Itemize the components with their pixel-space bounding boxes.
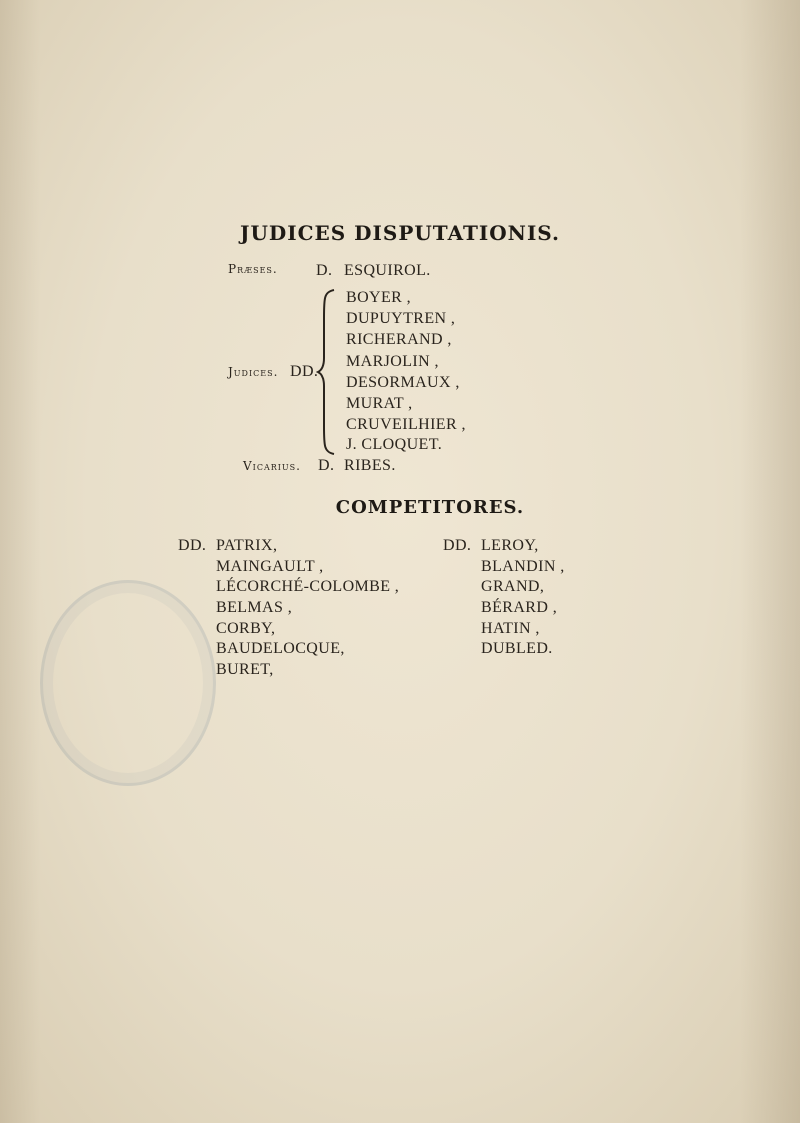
competitor-name: BAUDELOCQUE, [216, 640, 345, 657]
bleed-through-stamp [40, 580, 216, 786]
judices-role: Judices. [228, 365, 279, 379]
competitor-name: BLANDIN , [481, 558, 565, 575]
heading-competitores: COMPETITORES. [335, 497, 525, 518]
page-edge-left [0, 0, 40, 1123]
competitor-name: MAINGAULT , [216, 558, 324, 575]
judex-name: BOYER , [346, 289, 412, 306]
competitor-name: BÉRARD , [481, 599, 558, 616]
judex-name: J. CLOQUET. [346, 436, 443, 453]
competitor-name: DUBLED. [481, 640, 553, 657]
judex-name: CRUVEILHIER , [346, 416, 466, 433]
competitors-right-prefix: DD. [443, 537, 472, 554]
page-edge-right [740, 0, 800, 1123]
competitor-name: HATIN , [481, 620, 540, 637]
praeses-role: Præses. [228, 262, 278, 276]
vicarius-role: Vicarius. [243, 459, 301, 473]
competitor-name: LEROY, [481, 537, 539, 554]
brace-bracket [316, 288, 340, 456]
competitor-name: BURET, [216, 661, 274, 678]
judex-name: MURAT , [346, 395, 413, 412]
judex-name: DESORMAUX , [346, 374, 460, 391]
judex-name: MARJOLIN , [346, 353, 439, 370]
vicarius-name: RIBES. [344, 457, 396, 474]
praeses-prefix: D. [316, 262, 333, 279]
judices-prefix: DD. [290, 363, 319, 380]
vicarius-prefix: D. [318, 457, 335, 474]
competitor-name: CORBY, [216, 620, 276, 637]
judex-name: DUPUYTREN , [346, 310, 456, 327]
judex-name: RICHERAND , [346, 331, 452, 348]
competitor-name: LÉCORCHÉ-COLOMBE , [216, 578, 400, 595]
competitors-left-prefix: DD. [178, 537, 207, 554]
heading-judices: JUDICES DISPUTATIONIS. [240, 221, 560, 245]
competitor-name: GRAND, [481, 578, 545, 595]
competitor-name: BELMAS , [216, 599, 293, 616]
competitor-name: PATRIX, [216, 537, 278, 554]
praeses-name: ESQUIROL. [344, 262, 431, 279]
